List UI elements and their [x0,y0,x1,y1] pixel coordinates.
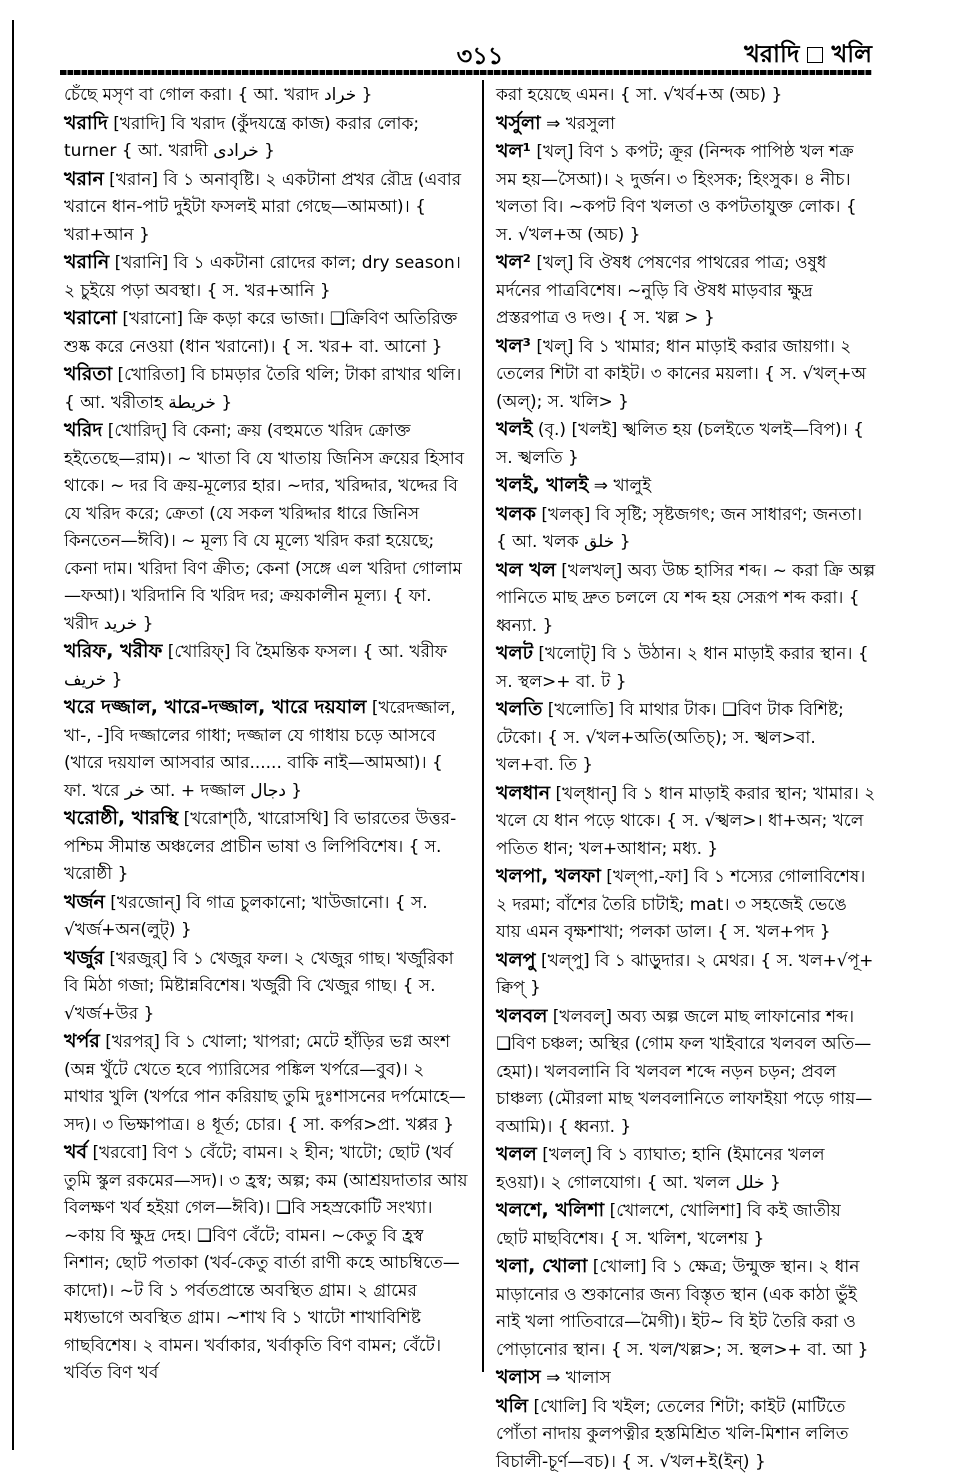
entry-body: [খল্‌পা,-ফা] বি ১ শস্যের গোলাবিশেষ। ২ দরমা; বাঁশের তৈরি চাটাই; mat। ৩ সহজেই ভেঙে যায় এমন বৃক্ষশাখা; পলকা ডাল। { স. খল+পদ } [496,867,865,942]
entry-body: [খোরিফ্] বি হৈমন্তিক ফসল। { আ. খরীফ خریف } [64,642,447,690]
column-divider [482,80,484,1372]
dictionary-entry [64,417,469,638]
dictionary-entry [496,249,876,333]
headword: খলবল [496,1005,547,1027]
headword: খরানি [64,251,109,273]
headword: খলপা, খলফা [496,865,601,887]
headword: খর্সুলা [496,112,541,134]
dictionary-entry [496,863,876,947]
dictionary-entry-continuation: করা হয়েছে এমন। { সা. √খর্ব+অ (অচ) } [496,82,876,110]
entry-body: [খোলি] বি খইল; তেলের শিটা; কাইট (মাটিতে পোঁতা নাদায় কুলপত্নীর হস্তমিশ্রিত খলি-মিশান ললিত বিচালী-চূর্ণ—বচ)। { স. √খল+ই(ইন্) } [496,1397,848,1472]
entry-body: [খোলা] বি ১ ক্ষেত্র; উন্মুক্ত স্থান। ২ ধান মাড়ানোর ও শুকানোর জন্য বিস্তৃত স্থান (এক কাঠা ভুঁই নাই খলা পাতিবারে—মৈগী)। ইট~ বি ইট তৈরি করা ও পোড়ানোর স্থান। { স. খল/খল্ল>; স. স্থল>+ বা. আ } [496,1257,868,1360]
entry-body: [খলবল্] অব্য অল্প জলে মাছ লাফানোর শব্দ। ❑বিণ চঞ্চল; অস্থির (গোম ফল খাইবারে খলবল অতি—হেমা)। খলবলানি বি খলবল শব্দে নড়ন চড়ন; প্রবল চাঞ্চল্য (মৌরলা মাছ খলবলানিতে লাফাইয়া পড়ে গায়—বআমি)। { ধ্বন্যা. } [496,1007,872,1137]
running-head-last-word: খলি [831,40,872,68]
headword: খল³ [496,335,531,357]
dictionary-entry [64,638,469,694]
headword: খলই [496,418,533,440]
entry-body: [খরেদজ্জাল, খা-, -]বি দজ্জালের গাধা; দজ্জাল যে গাধায় চড়ে আসবে (খারে দয়যাল আসবার আর...... বাকি নাই—আমআ)। { ফা. খরে خر আ. + দজ্জাল دجال } [64,698,456,801]
dictionary-entry [496,640,876,696]
dictionary-entry [496,110,876,139]
headword: খরাদি [64,112,108,134]
dictionary-entry [64,945,469,1029]
entry-body: [খরাদি] বি খরাদ (কুঁদযন্ত্রে কাজ) করার লোক; turner { আ. খরাদী خرادی } [64,114,419,162]
headword: খর্জন [64,891,105,913]
page-number: ৩১১ [420,38,540,78]
left-column [64,82,469,1388]
dictionary-entry [64,249,469,305]
headword: খল¹ [496,140,531,162]
entry-body: [খল্] বিণ ১ কপট; ক্রূর (নিন্দক পাপিষ্ঠ খল শক্র সম হয়—সৈআ)। ২ দুর্জন। ৩ হিংসক; হিংসুক। ৪ নীচ। খলতা বি। ~কপট বিণ খলতা ও কপটতাযুক্ত লোক। { স. √খল+অ (অচ) } [496,142,857,245]
entry-body: [খল্‌ধান্] বি ১ ধান মাড়াই করার স্থান; খামার। ২ খলে যে ধান পড়ে থাকে। { স. √স্খল>। ধা+অন; খলে পতিত ধান; খল+আধান; মধ্য. } [496,784,875,859]
entry-body: [খরপর্] বি ১ খোলা; খাপরা; মেটে হাঁড়ির ভগ্ন অংশ (অন্ন খুঁটে খেতে হবে প্যারিসের পঙ্কিল খর্পরে—বুব)। ২ মাথার খুলি (খর্পরে পান করিয়াছ তুমি দুঃশাসনের দর্পমোহে—সদ)। ৩ ভিক্ষাপাত্র। ৪ ধূর্ত; চোর। { সা. কর্পর>প্রা. খপ্পর } [64,1032,466,1135]
headword: খলপু [496,949,536,971]
entry-body: ⇒ খরসুলা [541,114,615,134]
headword: খলাস [496,1366,541,1388]
headword: খর্জুর [64,947,104,969]
entry-body: [খল্‌পু] বি ১ ঝাড়ুদার। ২ মেথর। { স. খল+√পূ+ ক্বিপ্ } [496,951,873,999]
dictionary-entry [64,889,469,945]
right-column [496,82,876,1476]
dictionary-entry [496,1393,876,1476]
headword: খরিতা [64,363,112,385]
entry-body: [খল্] বি ১ খামার; ধান মাড়াই করার জায়গা। ২ তেলের শিটা বা কাইট। ৩ কানের ময়লা। { স. √খল্+অ (অল্); স. খলি> } [496,337,866,412]
dictionary-entry [496,1141,876,1197]
headword: খলশে, খলিশা [496,1199,604,1221]
headword: খরোষ্ঠী, খারস্থি [64,807,178,829]
entry-body: [খলক্] বি সৃষ্টি; সৃষ্টজগৎ; জন সাধারণ; জনতা। { আ. খলক خلق } [496,505,862,553]
headword: খল² [496,251,531,273]
page-edge-rule [12,20,14,1450]
dictionary-entry [496,333,876,417]
dictionary-entry [496,696,876,780]
entry-body: [খরানো] ক্রি কড়া করে ভাজা। ❑ক্রিবিণ অতিরিক্ত শুষ্ক করে নেওয়া (ধান খরানো)। { স. খর+ বা. আনো } [64,309,457,357]
headword: খরিদ [64,419,102,441]
headword: খল খল [496,559,556,581]
entry-body: [খল্] বি ঔষধ পেষণের পাথরের পাত্র; ওষুধ মর্দনের পাত্রবিশেষ। ~নুড়ি বি ঔষধ মাড়বার ক্ষুদ্র প্রস্তরপাত্র ও দণ্ড। { স. খল্ল > } [496,253,826,328]
entry-body: ⇒ খালাস [541,1368,611,1388]
dictionary-entry [496,947,876,1003]
header-rule [60,70,872,75]
dictionary-entry [64,110,469,166]
headword: খর্ব [64,1141,87,1163]
entry-body: ⇒ খালুই [588,476,651,496]
headword: খলক [496,503,536,525]
headword: খলই, খালই [496,474,588,496]
entry-body: [খরজুর্] বি ১ খেজুর ফল। ২ খেজুর গাছ। খর্জুরিকা বি মিঠা গজা; মিষ্টান্নবিশেষ। খর্জুরী বি খেজুর গাছ। { স. √খর্জ+উর } [64,949,454,1024]
entry-body: [খলোতি] বি মাথার টাক। ❑বিণ টাক বিশিষ্ট; টেকো। { স. √খল+অতি(অতিচ্); স. স্খল>বা. খল+বা. তি } [496,700,844,775]
headword: খলা, খোলা [496,1255,587,1277]
dictionary-entry [496,557,876,641]
dictionary-entry [496,472,876,501]
entry-body: [খলল্] বি ১ ব্যাঘাত; হানি (ইমানের খলল হওয়া)। ২ গোলযোগ। { আ. খলল خلل } [496,1145,825,1193]
dictionary-entry [496,138,876,249]
entry-body: [খরবো] বিণ ১ বেঁটে; বামন। ২ হীন; খাটো; ছোট (খর্ব তুমি স্কুল রকমের—সদ)। ৩ হ্রস্ব; অল্প; কম (আশ্রয়দাতার আয় বিলক্ষণ খর্ব হইয়া গেল—ঈবি)। ❑বি সহস্রকোটি সংখ্যা। ~কায় বি ক্ষুদ্র দেহ। ❑বিণ বেঁটে; বামন। ~কেতু বি হ্রস্ব নিশান; ছোট পতাকা (খর্ব-কেতু বার্তা রাণী কহে আচম্বিতে—কাদো)। ~ট বি ১ পর্বতপ্রান্তে অবস্থিত গ্রাম। ২ গ্রামের মধ্যভাগে অবস্থিত গ্রাম। ~শাখ বি ১ খাটো শাখাবিশিষ্ট গাছবিশেষ। ২ বামন। খর্বাকার, খর্বাকৃতি বিণ বামন; বেঁটে। খর্বিত বিণ খর্ব [64,1143,467,1383]
headword: খলট [496,642,533,664]
dictionary-entry [64,805,469,889]
dictionary-entry [64,305,469,361]
headword: খলতি [496,698,542,720]
dictionary-entry [496,1003,876,1142]
dictionary-entry [64,1028,469,1139]
dictionary-entry [496,416,876,472]
dictionary-entry [64,361,469,417]
entry-body: [খোরিদ্] বি কেনা; ক্রয় (বহুমতে খরিদ ক্রোক্ত হইতেছে—রাম)। ~ খাতা বি যে খাতায় জিনিস ক্রয়ের হিসাব থাকে। ~ দর বি ক্রয়-মূল্যের হার। ~দার, খরিদ্দার, খদ্দের বি যে খরিদ করে; ক্রেতা (যে সকল খরিদ্দার ধারে জিনিস কিনতেন—ঈবি)। ~ মূল্য বি যে মূল্যে খরিদ করা হয়েছে; কেনা দাম। খরিদা বিণ ক্রীত; কেনা (সঙ্গে এল খরিদা গোলাম—ফআ)। খরিদানি বি খরিদ দর; ক্রয়কালীন মূল্য। { ফা. খরীদ خرید } [64,421,464,634]
dictionary-entry [496,780,876,864]
entry-body: [খোলশে, খোলিশা] বি কই জাতীয় ছোট মাছবিশেষ। { স. খলিশ, খলেশয় } [496,1201,841,1249]
entry-body: [খলোট্] বি ১ উঠান। ২ ধান মাড়াই করার স্থান। { স. স্থল>+ বা. ট } [496,644,869,692]
dictionary-entry [496,501,876,557]
headword: খর্পর [64,1030,100,1052]
headword: খরানো [64,307,117,329]
headword: খলধান [496,782,550,804]
dictionary-entry [496,1197,876,1253]
entry-body: [খরানি] বি ১ একটানা রোদের কাল; dry season। ২ চুইয়ে পড়া অবস্থা। { স. খর+আনি } [64,253,461,301]
running-head-first-word: খরাদি [744,40,799,68]
dictionary-entry [64,694,469,805]
headword: খলি [496,1395,528,1417]
entry-body: [খোরিতা] বি চামড়ার তৈরি থলি; টাকা রাখার থলি। { আ. খরীতাহ خريطة } [64,365,461,413]
headword: খলল [496,1143,537,1165]
entry-body: [খলখল্] অব্য উচ্চ হাসির শব্দ। ~ করা ক্রি অল্প পানিতে মাছ দ্রুত চললে যে শব্দ হয় সেরূপ শব্দ করা। { ধ্বন্যা. } [496,561,875,636]
dictionary-entry-continuation: চেঁছে মসৃণ বা গোল করা। { আ. খরাদ خراد } [64,82,469,110]
box-separator-icon [807,47,823,63]
dictionary-entry [64,166,469,250]
headword: খরিফ, খরীফ [64,640,162,662]
entry-body: [খরোশ্‌ঠি, খারোসথি] বি ভারতের উত্তর-পশ্চিম সীমান্ত অঞ্চলের প্রাচীন ভাষা ও লিপিবিশেষ। { স. খরোষ্ঠী } [64,809,456,884]
entry-body: [খরান] বি ১ অনাবৃষ্টি। ২ একটানা প্রখর রৌদ্র (এবার খরানে ধান-পাট দুইটা ফসলই মারা গেছে—আমআ)। { খরা+আন } [64,170,461,245]
dictionary-entry [64,1139,469,1388]
headword: খরান [64,168,104,190]
entry-body: (বৃ.) [খলই] স্খলিত হয় (চলইতে খলই—বিপ)। { স. স্খলতি } [496,420,864,468]
entry-body: [খরজোন্] বি গাত্র চুলকানো; খাউজানো। { স. √খর্জ+অন(লুট্) } [64,893,428,941]
dictionary-entry [496,1364,876,1393]
headword: খরে দজ্জাল, খারে-দজ্জাল, খারে দয়যাল [64,696,366,718]
dictionary-entry [496,1253,876,1364]
